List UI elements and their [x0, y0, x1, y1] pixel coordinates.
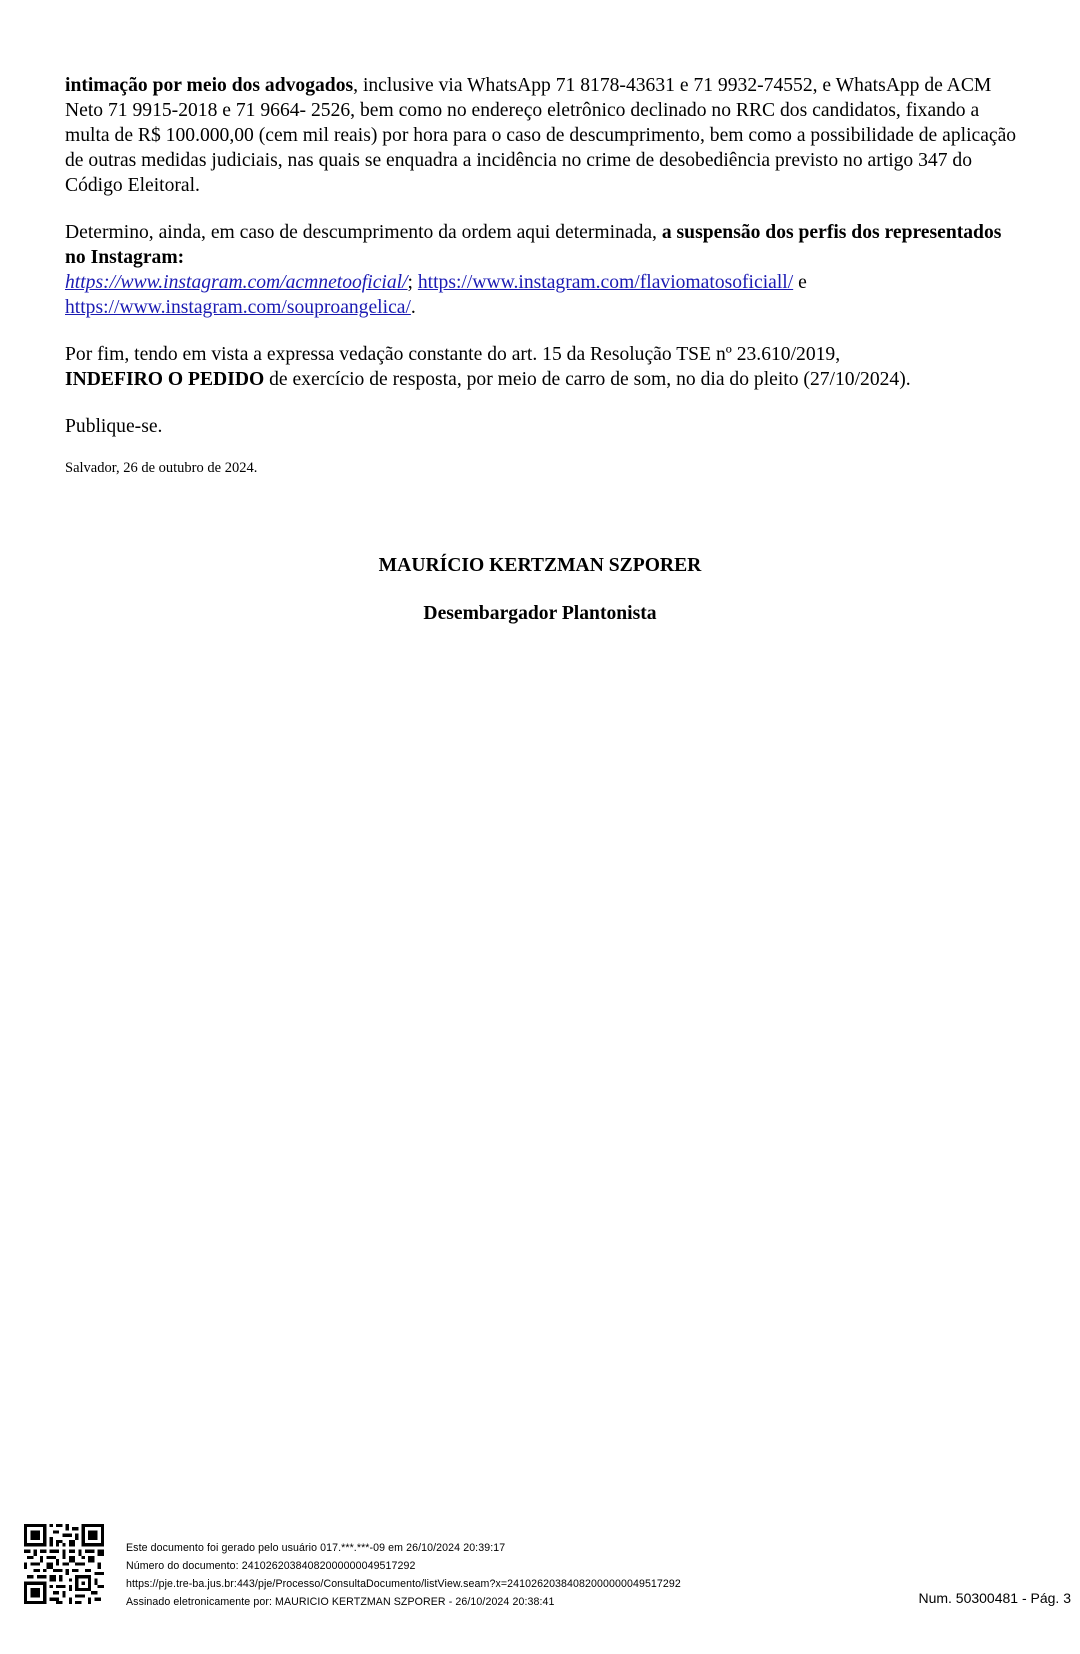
bold-lead: intimação por meio dos advogados: [65, 75, 354, 96]
paragraph-publique: Publique-se.: [65, 416, 163, 437]
paragraph-suspensao: [65, 220, 1025, 320]
separator: ;: [407, 272, 418, 293]
footer-document-url[interactable]: https://pje.tre-ba.jus.br:443/pje/Processo/ConsultaDocumento/listView.seam?x=24102620384082000000049517292: [126, 1578, 681, 1590]
footer-signed-by: Assinado eletronicamente por: MAURICIO KERTZMAN SZPORER - 26/10/2024 20:38:41: [126, 1596, 555, 1608]
document-body: [65, 73, 1025, 499]
instagram-link-angelica[interactable]: https://www.instagram.com/souproangelica/: [65, 297, 411, 318]
footer-generated-by: Este documento foi gerado pelo usuário 017.***.***-09 em 26/10/2024 20:39:17: [126, 1542, 506, 1554]
electronic-signature-footer: [126, 1539, 681, 1611]
instagram-link-acmneto[interactable]: https://www.instagram.com/acmnetooficial/: [65, 272, 408, 293]
bold-suspension: a suspensão dos perfis dos representados no Instagram:: [65, 222, 1002, 268]
paragraph-text: , inclusive via WhatsApp 71 8178-43631 e 71 9932-74552, e WhatsApp de ACM Neto 71 9915-2018 e 71 9664- 2526, bem como no endereço eletrônico declinado no RRC dos candidatos, fixando a multa de R$ 100.000,00 (cem mil reais) por hora para o caso de descumprimento, bem como a possibilidade de aplicação de outras medidas judiciais, nas quais se enquadra a incidência no crime de desobediência previsto no artigo 347 do Código Eleitoral.: [65, 75, 1017, 196]
bold-indefiro: INDEFIRO O PEDIDO: [65, 369, 265, 390]
footer-document-number: Número do documento: 24102620384082000000049517292: [126, 1560, 416, 1572]
separator: .: [410, 297, 416, 318]
paragraph-text: de exercício de resposta, por meio de carro de som, no dia do pleito (27/10/2024).: [264, 369, 911, 390]
signature-name: MAURÍCIO KERTZMAN SZPORER: [378, 555, 702, 576]
date-line: Salvador, 26 de outubro de 2024.: [65, 460, 258, 476]
instagram-link-flaviomatos[interactable]: https://www.instagram.com/flaviomatosoficiall/: [417, 272, 794, 293]
paragraph-text: Por fim, tendo em vista a expressa vedação constante do art. 15 da Resolução TSE nº 23.610/2019,: [65, 344, 841, 365]
separator: e: [793, 272, 807, 293]
paragraph-intimacao: [65, 73, 1025, 198]
paragraph-text: Determino, ainda, em caso de descumprimento da ordem aqui determinada,: [65, 222, 662, 243]
page-number: Num. 50300481 - Pág. 3: [918, 1590, 1071, 1606]
signature-role: Desembargador Plantonista: [423, 603, 657, 624]
paragraph-indeferimento: [65, 342, 1025, 392]
qr-code-icon: [24, 1524, 104, 1604]
